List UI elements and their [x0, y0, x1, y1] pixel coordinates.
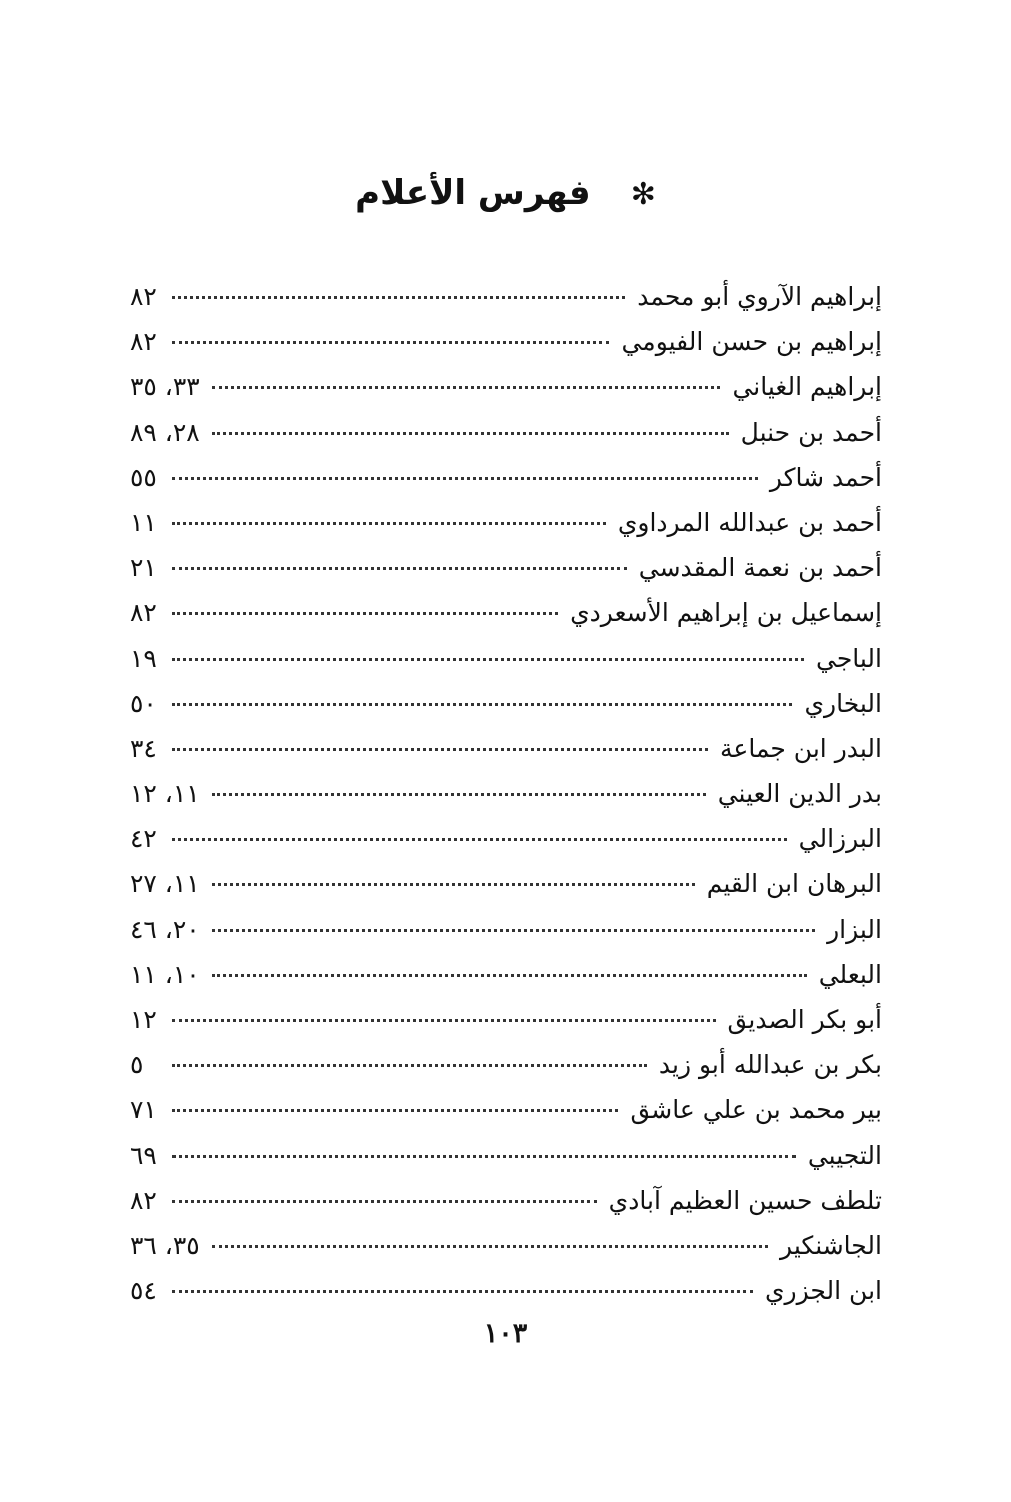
entry-name: بكر بن عبدالله أبو زيد	[658, 1050, 882, 1080]
entry-name: إسماعيل بن إبراهيم الأسعردي	[570, 598, 882, 628]
index-entry	[130, 1268, 882, 1313]
dot-leader	[172, 1019, 716, 1022]
entry-pages: ٣٥، ٣٦	[130, 1230, 200, 1260]
index-entry	[130, 1178, 882, 1223]
entry-pages: ٢١	[130, 553, 157, 583]
index-title: فهرس الأعلام	[355, 173, 591, 213]
entry-pages: ١٠، ١١	[130, 959, 200, 989]
entry-name: الباجي	[815, 643, 882, 673]
index-entry	[130, 274, 882, 319]
dot-leader	[172, 1290, 753, 1293]
entry-name: البخاري	[804, 688, 882, 718]
dot-leader	[172, 567, 627, 570]
entry-name: أبو بكر الصديق	[727, 1005, 882, 1034]
index-entry	[130, 997, 882, 1042]
entry-name: تلطف حسين العظيم آبادي	[608, 1185, 882, 1215]
index-entry	[130, 1042, 882, 1087]
entry-pages: ٥٤	[130, 1276, 157, 1306]
dot-leader	[172, 658, 804, 661]
index-entry	[130, 952, 882, 997]
dot-leader	[212, 1245, 768, 1248]
entry-pages: ٥	[130, 1050, 144, 1080]
page-number: ١٠٣	[483, 1318, 528, 1349]
entry-name: بير محمد بن علي عاشق	[630, 1095, 882, 1125]
dot-leader	[172, 612, 558, 615]
entry-pages: ٥٠	[130, 688, 157, 718]
dot-leader	[172, 1064, 647, 1067]
entry-pages: ٧١	[130, 1095, 157, 1125]
entry-name: ابن الجزري	[764, 1276, 882, 1306]
dot-leader	[172, 477, 758, 480]
entry-pages: ١٩	[130, 643, 157, 673]
dot-leader	[172, 341, 609, 344]
index-entry	[130, 636, 882, 681]
index-entry	[130, 590, 882, 635]
dot-leader	[212, 929, 815, 932]
dot-leader	[212, 974, 807, 977]
entry-name: أحمد شاكر	[769, 462, 882, 492]
entry-name: أحمد بن نعمة المقدسي	[638, 553, 882, 583]
index-entry	[130, 364, 882, 409]
index-entry	[130, 771, 882, 816]
dot-leader	[172, 296, 625, 299]
index-entry	[130, 500, 882, 545]
index-entry	[130, 1223, 882, 1268]
entry-pages: ١١، ١٢	[130, 779, 200, 809]
entry-name: البرزالي	[798, 824, 882, 854]
entry-name: البرهان ابن القيم	[706, 869, 882, 899]
entry-pages: ٦٩	[130, 1140, 157, 1170]
entry-pages: ٨٢	[130, 282, 157, 311]
dot-leader	[212, 386, 721, 389]
entry-name: إبراهيم بن حسن الفيومي	[621, 327, 882, 357]
entry-pages: ٢٠، ٤٦	[130, 914, 200, 944]
index-entry	[130, 410, 882, 455]
entry-pages: ٨٢	[130, 598, 157, 628]
dot-leader	[172, 1109, 618, 1112]
index-entry	[130, 907, 882, 952]
dot-leader	[172, 703, 792, 706]
entry-name: بدر الدين العيني	[717, 779, 882, 809]
entry-name: البزار	[827, 914, 882, 944]
entry-name: الجاشنكير	[780, 1230, 882, 1260]
index-entry	[130, 1133, 882, 1178]
entry-pages: ١٢	[130, 1005, 157, 1034]
dot-leader	[212, 793, 706, 796]
dot-leader	[172, 838, 787, 841]
dot-leader	[212, 432, 729, 435]
entry-pages: ٨٢	[130, 327, 157, 357]
entry-name: أحمد بن حنبل	[740, 417, 882, 447]
entry-pages: ٢٨، ٨٩	[130, 417, 200, 447]
index-entry	[130, 816, 882, 861]
index-entry	[130, 1087, 882, 1132]
entry-pages: ١١	[130, 507, 157, 537]
entry-pages: ٣٣، ٣٥	[130, 372, 200, 402]
index-entry	[130, 455, 882, 500]
index-entry	[130, 681, 882, 726]
entry-name: التجيبي	[807, 1140, 882, 1170]
index-entry	[130, 319, 882, 364]
entry-pages: ٤٢	[130, 824, 157, 854]
dot-leader	[172, 522, 606, 525]
index-heading	[0, 168, 1011, 220]
index-entry	[130, 861, 882, 906]
dot-leader	[172, 1155, 796, 1158]
dot-leader	[172, 1200, 597, 1203]
entry-name: البدر ابن جماعة	[720, 733, 882, 763]
entry-name: البعلي	[818, 959, 882, 989]
entry-name: إبراهيم الغياني	[732, 372, 882, 402]
index-entry	[130, 545, 882, 590]
entry-pages: ٣٤	[130, 733, 157, 763]
index-entries-list	[130, 274, 882, 1313]
entry-pages: ٨٢	[130, 1185, 157, 1215]
entry-name: إبراهيم الآروي أبو محمد	[637, 282, 882, 311]
index-entry	[130, 726, 882, 771]
entry-name: أحمد بن عبدالله المرداوي	[617, 507, 882, 537]
entry-pages: ١١، ٢٧	[130, 869, 200, 899]
entry-pages: ٥٥	[130, 462, 157, 492]
dot-leader	[212, 883, 695, 886]
dot-leader	[172, 748, 708, 751]
asterisk-ornament-icon: ✻	[630, 177, 656, 212]
